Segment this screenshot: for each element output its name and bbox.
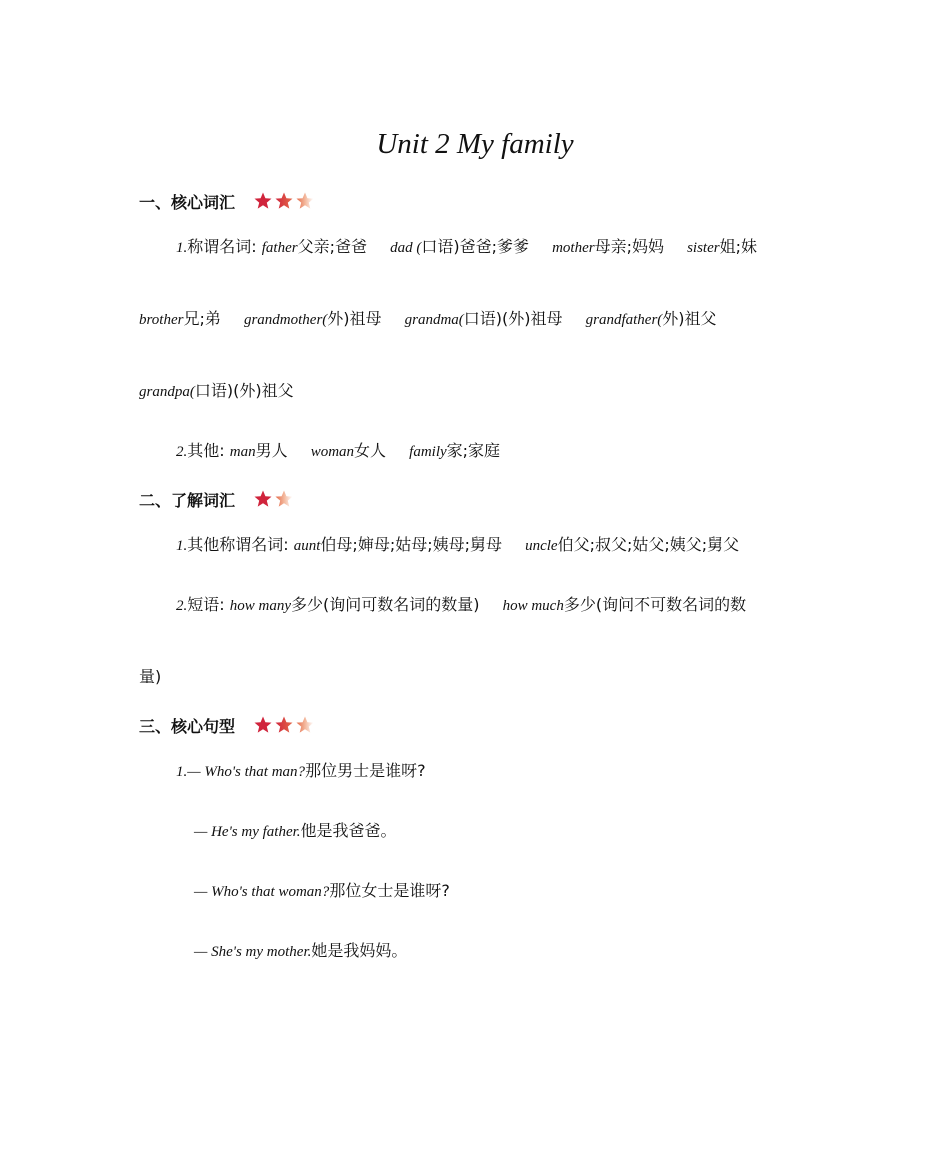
half-star-icon: [295, 191, 315, 211]
star-icon: [253, 489, 273, 509]
sentence-4: — She's my mother.她是我妈妈。: [194, 941, 408, 960]
star-icon: [274, 191, 294, 211]
vocab-extra-line-1: 1.其他称谓名词: aunt伯母;婶母;姑母;姨母;舅母 uncle伯父;叔父;姑父;姨父;舅父: [176, 535, 740, 554]
star-rating: [253, 715, 315, 735]
section-heading-label: 一、核心词汇: [139, 192, 236, 212]
vocab-core-line-4: 2.其他: man男人 woman女人 family家;家庭: [176, 441, 501, 460]
section-heading-label: 二、了解词汇: [139, 490, 236, 510]
sentence-3: — Who's that woman?那位女士是谁呀?: [194, 881, 450, 900]
section-heading-label: 三、核心句型: [139, 716, 236, 736]
vocab-core-line-2: brother兄;弟 grandmother(外)祖母 grandma(口语)(外)祖母 grandfather(外)祖父: [139, 309, 717, 328]
sentence-2: — He's my father.他是我爸爸。: [194, 821, 397, 840]
sentence-1: 1.— Who's that man?那位男士是谁呀?: [176, 761, 426, 780]
section-heading-extra-vocab: [139, 486, 294, 512]
vocab-core-line-1: 1.称谓名词: father父亲;爸爸 dad (口语)爸爸;爹爹 mother母亲;妈妈 sister姐;妹: [176, 237, 757, 256]
vocab-extra-line-2: 2.短语: how many多少(询问可数名词的数量) how much多少(询问不可数名词的数: [176, 595, 747, 614]
star-rating: [253, 191, 315, 211]
half-star-icon: [295, 715, 315, 735]
vocab-core-line-3: grandpa(口语)(外)祖父: [139, 381, 294, 400]
star-rating: [253, 489, 294, 509]
star-icon: [253, 191, 273, 211]
vocab-extra-line-3: 量): [139, 667, 162, 686]
page-title: Unit 2 My family: [376, 128, 574, 160]
star-icon: [274, 715, 294, 735]
star-icon: [253, 715, 273, 735]
section-heading-core-sentences: [139, 712, 315, 738]
half-star-icon: [274, 489, 294, 509]
section-heading-core-vocab: [139, 188, 315, 214]
